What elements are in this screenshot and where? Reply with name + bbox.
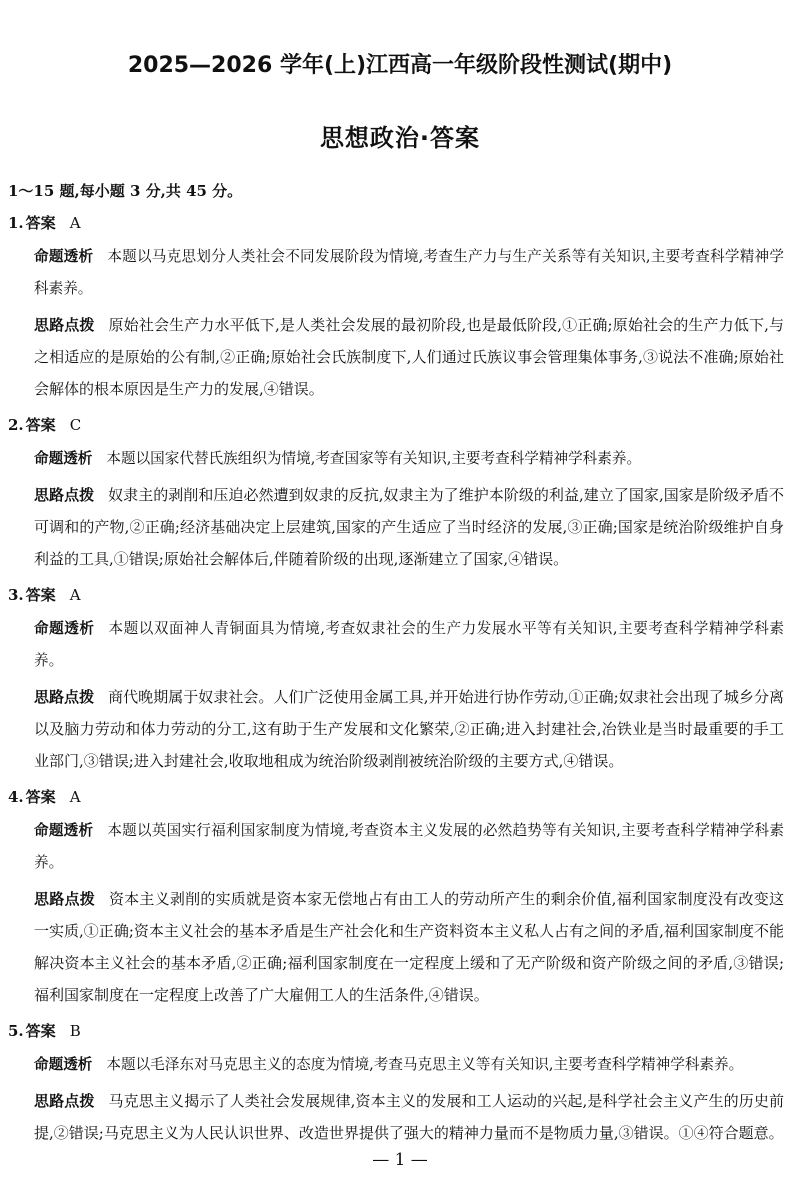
analysis-paragraph [8, 241, 784, 305]
answer-label: 答案 [25, 416, 56, 434]
answer-letter: A [69, 586, 81, 604]
question-header [8, 1015, 784, 1047]
hint-label: 思路点拨 [34, 890, 95, 908]
hint-text: 奴隶主的剥削和压迫必然遭到奴隶的反抗,奴隶主为了维护本阶级的利益,建立了国家,国家是阶级矛盾不可调和的产物,②正确;经济基础决定上层建筑,国家的产生适应了当时经济的发展,③正确;国家是统治阶级维护自身利益的工具,①错误;原始社会解体后,伴随着阶级的出现,逐渐建立了国家,④错误。 [34, 486, 784, 568]
answer-label: 答案 [25, 586, 56, 604]
answer-letter: A [69, 788, 81, 806]
question-number: 2. [8, 416, 24, 434]
hint-paragraph [8, 883, 784, 1011]
analysis-paragraph [8, 443, 784, 475]
hint-paragraph [8, 479, 784, 575]
hint-paragraph [8, 681, 784, 777]
answer-letter: A [69, 214, 81, 232]
answer-label: 答案 [25, 788, 56, 806]
answer-letter: C [69, 416, 82, 434]
question-header [8, 409, 784, 441]
page-number: — 1 — [372, 1150, 428, 1170]
hint-text: 马克思主义揭示了人类社会发展规律,资本主义的发展和工人运动的兴起,是科学社会主义产生的历史前提,②错误;马克思主义为人民认识世界、改造世界提供了强大的精神力量而不是物质力量,③错误。①④符合题意。 [34, 1092, 784, 1142]
question-block [8, 409, 784, 575]
analysis-label: 命题透析 [34, 822, 94, 839]
analysis-paragraph [8, 1049, 784, 1081]
analysis-text: 本题以英国实行福利国家制度为情境,考查资本主义发展的必然趋势等有关知识,主要考查科学精神学科素养。 [34, 822, 784, 871]
question-block [8, 781, 784, 1011]
question-block [8, 579, 784, 777]
analysis-label: 命题透析 [34, 248, 94, 265]
hint-text: 资本主义剥削的实质就是资本家无偿地占有由工人的劳动所产生的剩余价值,福利国家制度没有改变这一实质,①正确;资本主义社会的基本矛盾是生产社会化和生产资料资本主义私人占有之间的矛盾,福利国家制度不能解决资本主义社会的基本矛盾,②正确;福利国家制度在一定程度上缓和了无产阶级和资产阶级之间的矛盾,③错误;福利国家制度在一定程度上改善了广大雇佣工人的生活条件,④错误。 [34, 890, 784, 1004]
answer-letter: B [69, 1022, 81, 1040]
section-intro: 1～15 题,每小题 3 分,共 45 分。 [8, 182, 243, 200]
page-title: 2025—2026 学年(上)江西高一年级阶段性测试(期中) [127, 53, 673, 78]
hint-label: 思路点拨 [34, 1092, 95, 1110]
question-number: 1. [8, 214, 24, 232]
analysis-label: 命题透析 [34, 450, 93, 467]
page-subtitle: 思想政治·答案 [319, 124, 481, 152]
analysis-text: 本题以双面神人青铜面具为情境,考查奴隶社会的生产力发展水平等有关知识,主要考查科学精神学科素养。 [34, 620, 784, 669]
question-number: 3. [8, 586, 24, 604]
hint-paragraph [8, 1085, 784, 1149]
question-block [8, 1015, 784, 1149]
analysis-paragraph [8, 815, 784, 879]
answer-content [8, 175, 784, 1153]
analysis-text: 本题以国家代替氏族组织为情境,考查国家等有关知识,主要考查科学精神学科素养。 [106, 450, 642, 467]
hint-text: 商代晚期属于奴隶社会。人们广泛使用金属工具,并开始进行协作劳动,①正确;奴隶社会出现了城乡分离以及脑力劳动和体力劳动的分工,这有助于生产发展和文化繁荣,②正确;进入封建社会,冶铁业是当时最重要的手工业部门,③错误;进入封建社会,收取地租成为统治阶级剥削被统治阶级的主要方式,④错误。 [34, 688, 784, 770]
analysis-label: 命题透析 [34, 620, 95, 637]
hint-label: 思路点拨 [34, 688, 95, 706]
question-number: 4. [8, 788, 24, 806]
answer-label: 答案 [25, 1022, 56, 1040]
hint-paragraph [8, 309, 784, 405]
question-header [8, 207, 784, 239]
analysis-text: 本题以毛泽东对马克思主义的态度为情境,考查马克思主义等有关知识,主要考查科学精神学科素养。 [106, 1056, 744, 1073]
hint-label: 思路点拨 [34, 316, 95, 334]
question-header [8, 781, 784, 813]
hint-label: 思路点拨 [34, 486, 95, 504]
question-block [8, 207, 784, 405]
analysis-label: 命题透析 [34, 1056, 93, 1073]
question-header [8, 579, 784, 611]
answer-label: 答案 [25, 214, 56, 232]
hint-text: 原始社会生产力水平低下,是人类社会发展的最初阶段,也是最低阶段,①正确;原始社会的生产力低下,与之相适应的是原始的公有制,②正确;原始社会氏族制度下,人们通过氏族议事会管理集体事务,③说法不准确;原始社会解体的根本原因是生产力的发展,④错误。 [34, 316, 784, 398]
analysis-paragraph [8, 613, 784, 677]
question-number: 5. [8, 1022, 24, 1040]
analysis-text: 本题以马克思划分人类社会不同发展阶段为情境,考查生产力与生产关系等有关知识,主要考查科学精神学科素养。 [34, 248, 784, 297]
